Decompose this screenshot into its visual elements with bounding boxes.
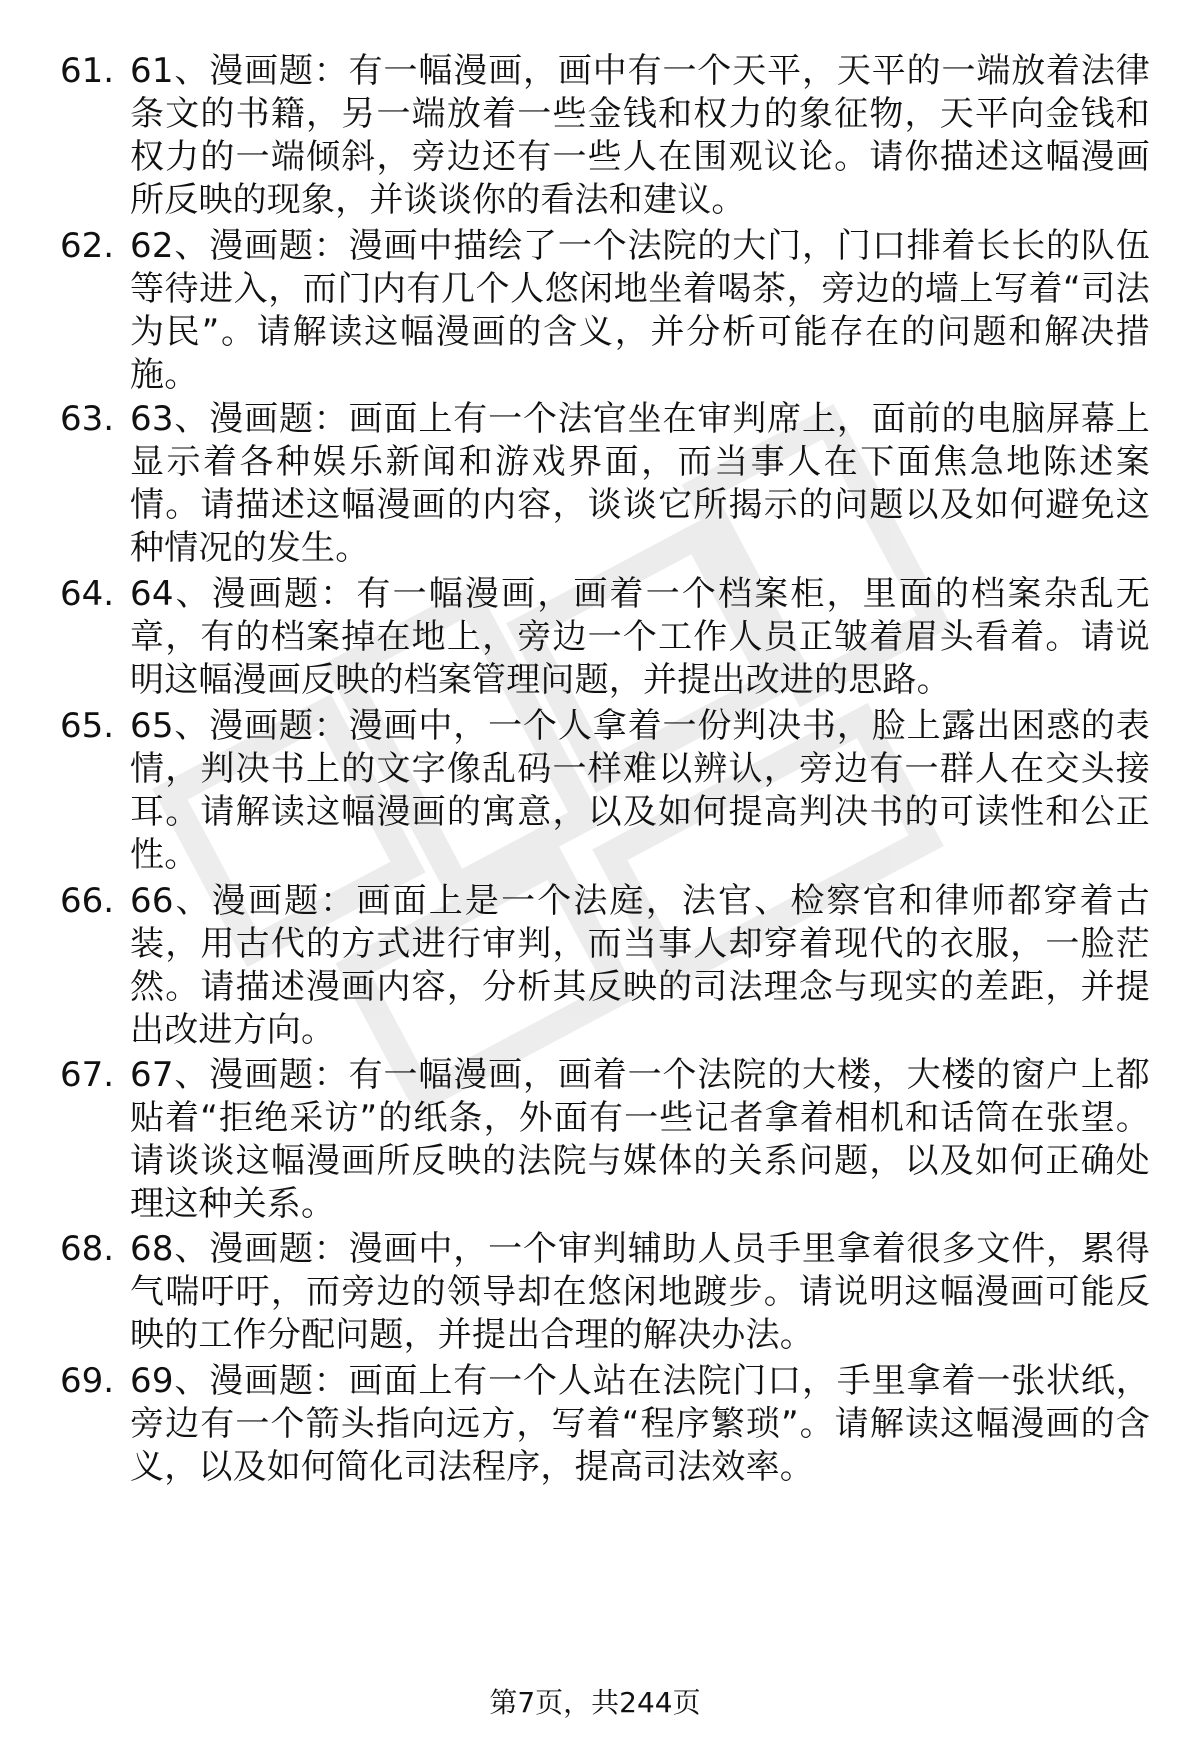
- question-number: 61.: [60, 51, 115, 91]
- question-number: 67.: [60, 1055, 115, 1095]
- question-item-68: [60, 1228, 1150, 1357]
- question-text: 67、漫画题：有一幅漫画，画着一个法院的大楼，大楼的窗户上都贴着“拒绝采访”的纸条，外面有一些记者拿着相机和话筒在张望。请谈谈这幅漫画所反映的法院与媒体的关系问题，以及如何正确处理这种关系。: [130, 1055, 1150, 1224]
- question-text: 69、漫画题：画面上有一个人站在法院门口，手里拿着一张状纸，旁边有一个箭头指向远方，写着“程序繁琐”。请解读这幅漫画的含义，以及如何简化司法程序，提高司法效率。: [130, 1361, 1150, 1487]
- question-item-67: [60, 1054, 1150, 1226]
- question-number: 62.: [60, 226, 115, 266]
- question-number: 66.: [60, 881, 115, 921]
- question-number: 65.: [60, 706, 115, 746]
- question-number: 68.: [60, 1229, 115, 1269]
- question-text: 61、漫画题：有一幅漫画，画中有一个天平，天平的一端放着法律条文的书籍，另一端放着一些金钱和权力的象征物，天平向金钱和权力的一端倾斜，旁边还有一些人在围观议论。请你描述这幅漫画所反映的现象，并谈谈你的看法和建议。: [130, 51, 1150, 220]
- question-text: 66、漫画题：画面上是一个法庭，法官、检察官和律师都穿着古装，用古代的方式进行审判，而当事人却穿着现代的衣服，一脸茫然。请描述漫画内容，分析其反映的司法理念与现实的差距，并提出改进方向。: [130, 881, 1150, 1050]
- question-item-66: [60, 880, 1150, 1052]
- question-text: 63、漫画题：画面上有一个法官坐在审判席上，面前的电脑屏幕上显示着各种娱乐新闻和游戏界面，而当事人在下面焦急地陈述案情。请描述这幅漫画的内容，谈谈它所揭示的问题以及如何避免这种情况的发生。: [130, 399, 1150, 568]
- question-text: 62、漫画题：漫画中描绘了一个法院的大门，门口排着长长的队伍等待进入，而门内有几个人悠闲地坐着喝茶，旁边的墙上写着“司法为民”。请解读这幅漫画的含义，并分析可能存在的问题和解决措施。: [130, 226, 1150, 395]
- question-number: 69.: [60, 1361, 115, 1401]
- question-item-69: [60, 1360, 1150, 1489]
- question-text: 68、漫画题：漫画中，一个审判辅助人员手里拿着很多文件，累得气喘吁吁，而旁边的领导却在悠闲地踱步。请说明这幅漫画可能反映的工作分配问题，并提出合理的解决办法。: [130, 1229, 1150, 1355]
- question-text: 65、漫画题：漫画中，一个人拿着一份判决书，脸上露出困惑的表情，判决书上的文字像乱码一样难以辨认，旁边有一群人在交头接耳。请解读这幅漫画的寓意，以及如何提高判决书的可读性和公正性。: [130, 706, 1150, 875]
- question-number: 63.: [60, 399, 115, 439]
- question-item-61: [60, 50, 1150, 222]
- question-text: 64、漫画题：有一幅漫画，画着一个档案柜，里面的档案杂乱无章，有的档案掉在地上，旁边一个工作人员正皱着眉头看着。请说明这幅漫画反映的档案管理问题，并提出改进的思路。: [130, 574, 1150, 700]
- page-footer: 第7页，共244页: [489, 1686, 701, 1719]
- question-number: 64.: [60, 574, 115, 614]
- question-item-62: [60, 225, 1150, 397]
- question-item-64: [60, 573, 1150, 702]
- question-item-65: [60, 705, 1150, 877]
- question-item-63: [60, 398, 1150, 570]
